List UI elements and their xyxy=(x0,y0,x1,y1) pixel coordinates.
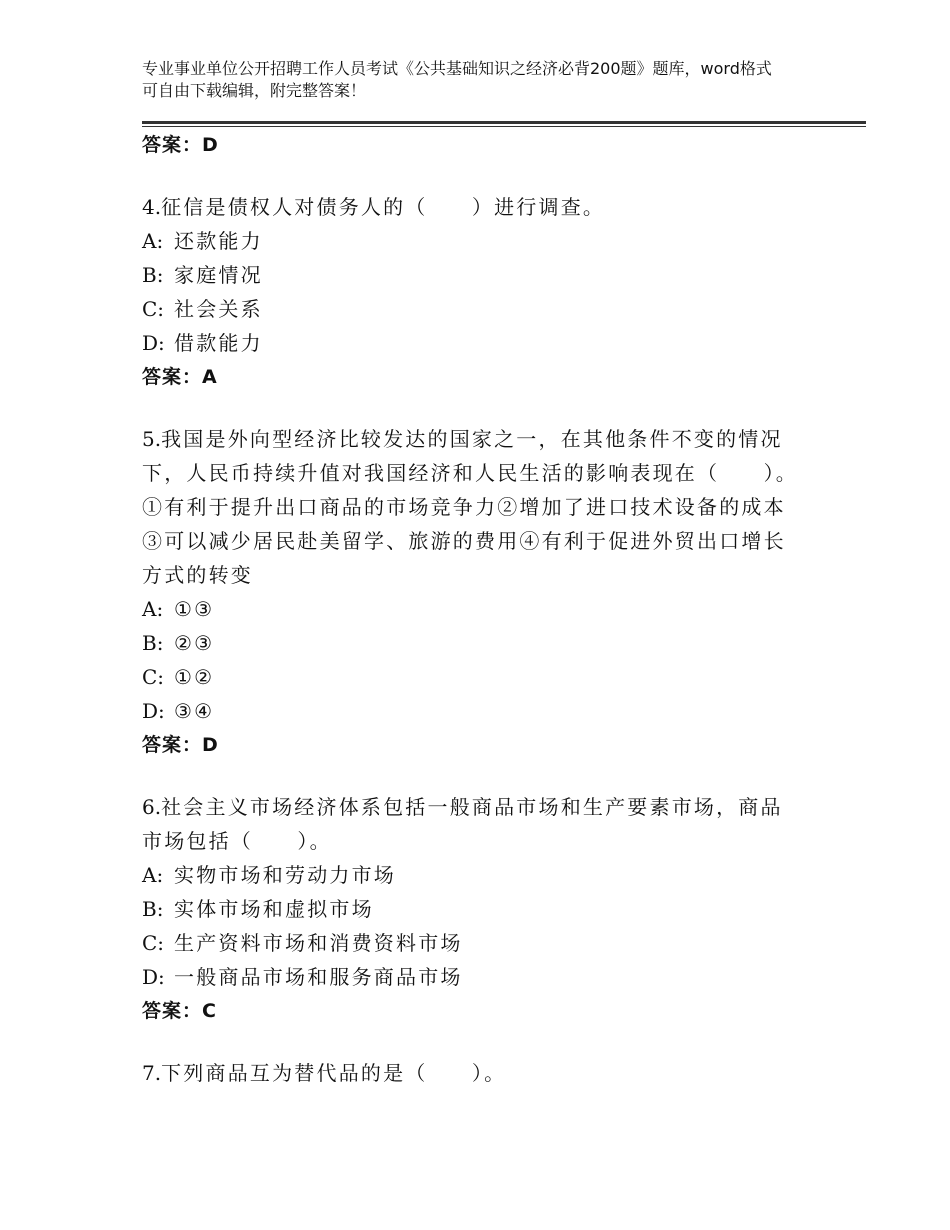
option-label: A: xyxy=(142,229,164,253)
option-label: B: xyxy=(142,631,164,655)
option-text: 实物市场和劳动力市场 xyxy=(174,863,396,887)
option-b xyxy=(142,892,802,926)
question-text: 我国是外向型经济比较发达的国家之一，在其他条件不变的情况下，人民币持续升值对我国经济和人民生活的影响表现在（ ）。①有利于提升出口商品的市场竞争力②增加了进口技术设备的成本③可以减少居民赴美留学、旅游的费用④有利于促进外贸出口增长方式的转变 xyxy=(142,427,798,587)
answer: 答案：D xyxy=(142,734,219,756)
option-d xyxy=(142,326,802,360)
option-text: 借款能力 xyxy=(174,331,263,355)
option-label: D: xyxy=(142,699,165,723)
option-label: A: xyxy=(142,863,164,887)
option-text: 实体市场和虚拟市场 xyxy=(174,897,374,921)
previous-answer: 答案：D xyxy=(142,134,219,156)
question-number: 7. xyxy=(142,1061,162,1085)
question-6 xyxy=(142,790,802,1028)
question-number: 6. xyxy=(142,795,162,819)
question-7 xyxy=(142,1056,802,1090)
question-number: 5. xyxy=(142,427,162,451)
option-text: ①③ xyxy=(174,597,215,621)
option-label: C: xyxy=(142,665,165,689)
answer: 答案：C xyxy=(142,1000,217,1022)
option-text: 生产资料市场和消费资料市场 xyxy=(174,931,463,955)
header-rule-thick xyxy=(142,121,866,124)
option-b xyxy=(142,258,802,292)
question-stem xyxy=(142,422,802,592)
option-text: ③④ xyxy=(174,699,215,723)
option-text: ①② xyxy=(174,665,215,689)
option-label: B: xyxy=(142,263,164,287)
option-label: B: xyxy=(142,897,164,921)
option-d xyxy=(142,960,802,994)
option-label: A: xyxy=(142,597,164,621)
option-text: 社会关系 xyxy=(174,297,263,321)
question-stem xyxy=(142,790,802,858)
option-label: C: xyxy=(142,297,165,321)
option-text: 一般商品市场和服务商品市场 xyxy=(174,965,463,989)
option-c xyxy=(142,926,802,960)
question-list xyxy=(142,126,802,1090)
question-text: 下列商品互为替代品的是（ ）。 xyxy=(161,1061,507,1085)
option-text: 还款能力 xyxy=(174,229,263,253)
option-label: D: xyxy=(142,965,165,989)
option-a xyxy=(142,224,802,258)
option-b xyxy=(142,626,802,660)
option-c xyxy=(142,660,802,694)
option-text: 家庭情况 xyxy=(174,263,263,287)
question-4 xyxy=(142,190,802,394)
question-stem xyxy=(142,1056,802,1090)
page-header: 专业事业单位公开招聘工作人员考试《公共基础知识之经济必背200题》题库，word格式可自由下载编辑，附完整答案！ xyxy=(142,59,772,100)
option-a xyxy=(142,858,802,892)
question-text: 征信是债权人对债务人的（ ）进行调查。 xyxy=(161,195,606,219)
question-text: 社会主义市场经济体系包括一般商品市场和生产要素市场，商品市场包括（ ）。 xyxy=(142,795,783,853)
option-c xyxy=(142,292,802,326)
question-5 xyxy=(142,422,802,762)
answer: 答案：A xyxy=(142,366,218,388)
option-label: D: xyxy=(142,331,165,355)
question-number: 4. xyxy=(142,195,162,219)
question-stem xyxy=(142,190,802,224)
option-label: C: xyxy=(142,931,165,955)
option-a xyxy=(142,592,802,626)
option-d xyxy=(142,694,802,728)
option-text: ②③ xyxy=(174,631,215,655)
